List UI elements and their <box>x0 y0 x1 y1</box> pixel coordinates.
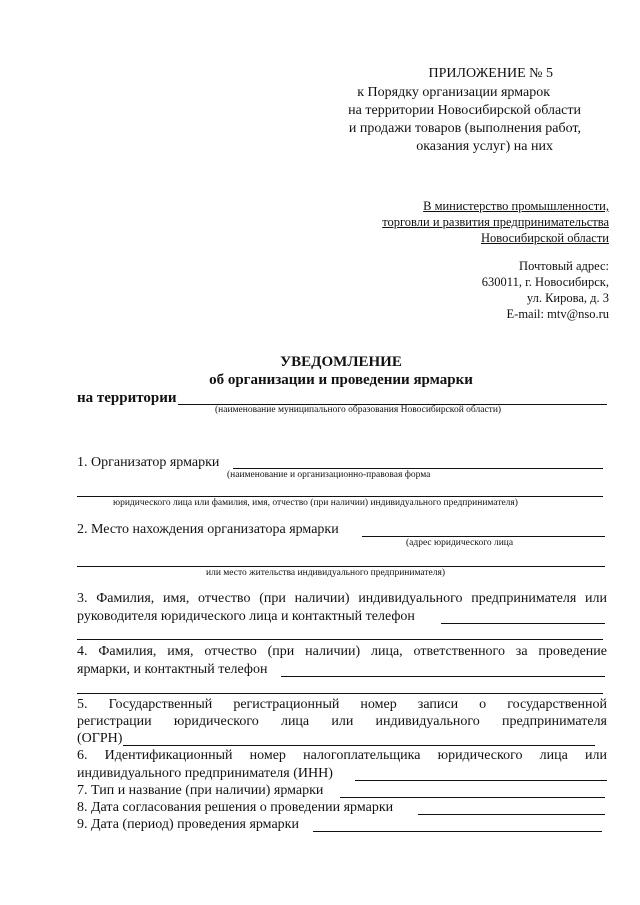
appendix-line-2: на территории Новосибирской области <box>348 103 581 118</box>
item-4-field-a[interactable] <box>281 676 605 677</box>
item-7-field[interactable] <box>340 797 605 798</box>
addressee-line-1: В министерство промышленности, <box>423 199 609 213</box>
item-9-field[interactable] <box>313 831 602 832</box>
notice-subtitle: об организации и проведении ярмарки <box>209 372 473 388</box>
item-5-line-2: регистрации юридического лица или индивидуального предпринимателя <box>77 714 607 729</box>
item-2-field-a[interactable] <box>362 536 605 537</box>
item-2-label: 2. Место нахождения организатора ярмарки <box>77 522 339 537</box>
postal-email: E-mail: mtv@nso.ru <box>506 307 609 321</box>
item-5-line-1: 5. Государственный регистрационный номер записи о государственной <box>77 697 607 712</box>
item-6-line-1: 6. Идентификационный номер налогоплательщика юридического лица или <box>77 748 607 763</box>
appendix-block <box>348 66 581 157</box>
item-8-label: 8. Дата согласования решения о проведении ярмарки <box>77 800 394 815</box>
item-3-line-1: 3. Фамилия, имя, отчество (при наличии) индивидуального предпринимателя или <box>77 591 607 606</box>
item-5-line-3: (ОГРН) <box>77 731 123 746</box>
item-6-field[interactable] <box>355 780 607 781</box>
item-7-label: 7. Тип и название (при наличии) ярмарки <box>77 783 324 798</box>
item-1-field-a[interactable] <box>233 468 603 469</box>
item-2-hint-b: или место жительства индивидуального предпринимателя) <box>206 568 446 578</box>
item-1-hint-a: (наименование и организационно-правовая форма <box>227 470 431 480</box>
item-1-hint-b: юридического лица или фамилия, имя, отчество (при наличии) индивидуального предпринимателя) <box>113 498 518 508</box>
item-2-field-b[interactable] <box>77 566 605 567</box>
item-3-line-2: руководителя юридического лица и контактный телефон <box>77 609 415 624</box>
item-3-field-a[interactable] <box>441 623 605 624</box>
territory-hint: (наименование муниципального образования Новосибирской области) <box>215 405 502 415</box>
addressee-block <box>382 199 609 247</box>
item-2-hint-a: (адрес юридического лица <box>406 538 514 548</box>
item-6-line-2: индивидуального предпринимателя (ИНН) <box>77 766 333 781</box>
item-1-field-b[interactable] <box>77 496 603 497</box>
notice-title: УВЕДОМЛЕНИЕ <box>280 354 402 370</box>
item-4-line-1: 4. Фамилия, имя, отчество (при наличии) лица, ответственного за проведение <box>77 644 607 659</box>
postal-block <box>482 259 609 323</box>
item-4-line-2: ярмарки, и контактный телефон <box>77 662 268 677</box>
postal-index: 630011, г. Новосибирск, <box>481 275 609 289</box>
postal-street: ул. Кирова, д. 3 <box>526 291 609 305</box>
item-3-field-b[interactable] <box>77 639 603 640</box>
item-4-field-b[interactable] <box>77 693 603 694</box>
appendix-line-1: к Порядку организации ярмарок <box>357 85 550 100</box>
item-5-field[interactable] <box>123 745 595 746</box>
item-8-field[interactable] <box>418 814 605 815</box>
item-1-label: 1. Организатор ярмарки <box>77 455 220 470</box>
appendix-line-3: и продажи товаров (выполнения работ, <box>348 121 581 136</box>
appendix-line-4: оказания услуг) на них <box>416 139 553 154</box>
territory-label: на территории <box>77 390 177 406</box>
addressee-line-2: торговли и развития предпринимательства <box>382 215 609 229</box>
postal-label: Почтовый адрес: <box>519 259 609 273</box>
appendix-title: ПРИЛОЖЕНИЕ № 5 <box>428 66 553 81</box>
addressee-line-3: Новосибирской области <box>480 231 609 245</box>
item-9-label: 9. Дата (период) проведения ярмарки <box>77 817 299 832</box>
